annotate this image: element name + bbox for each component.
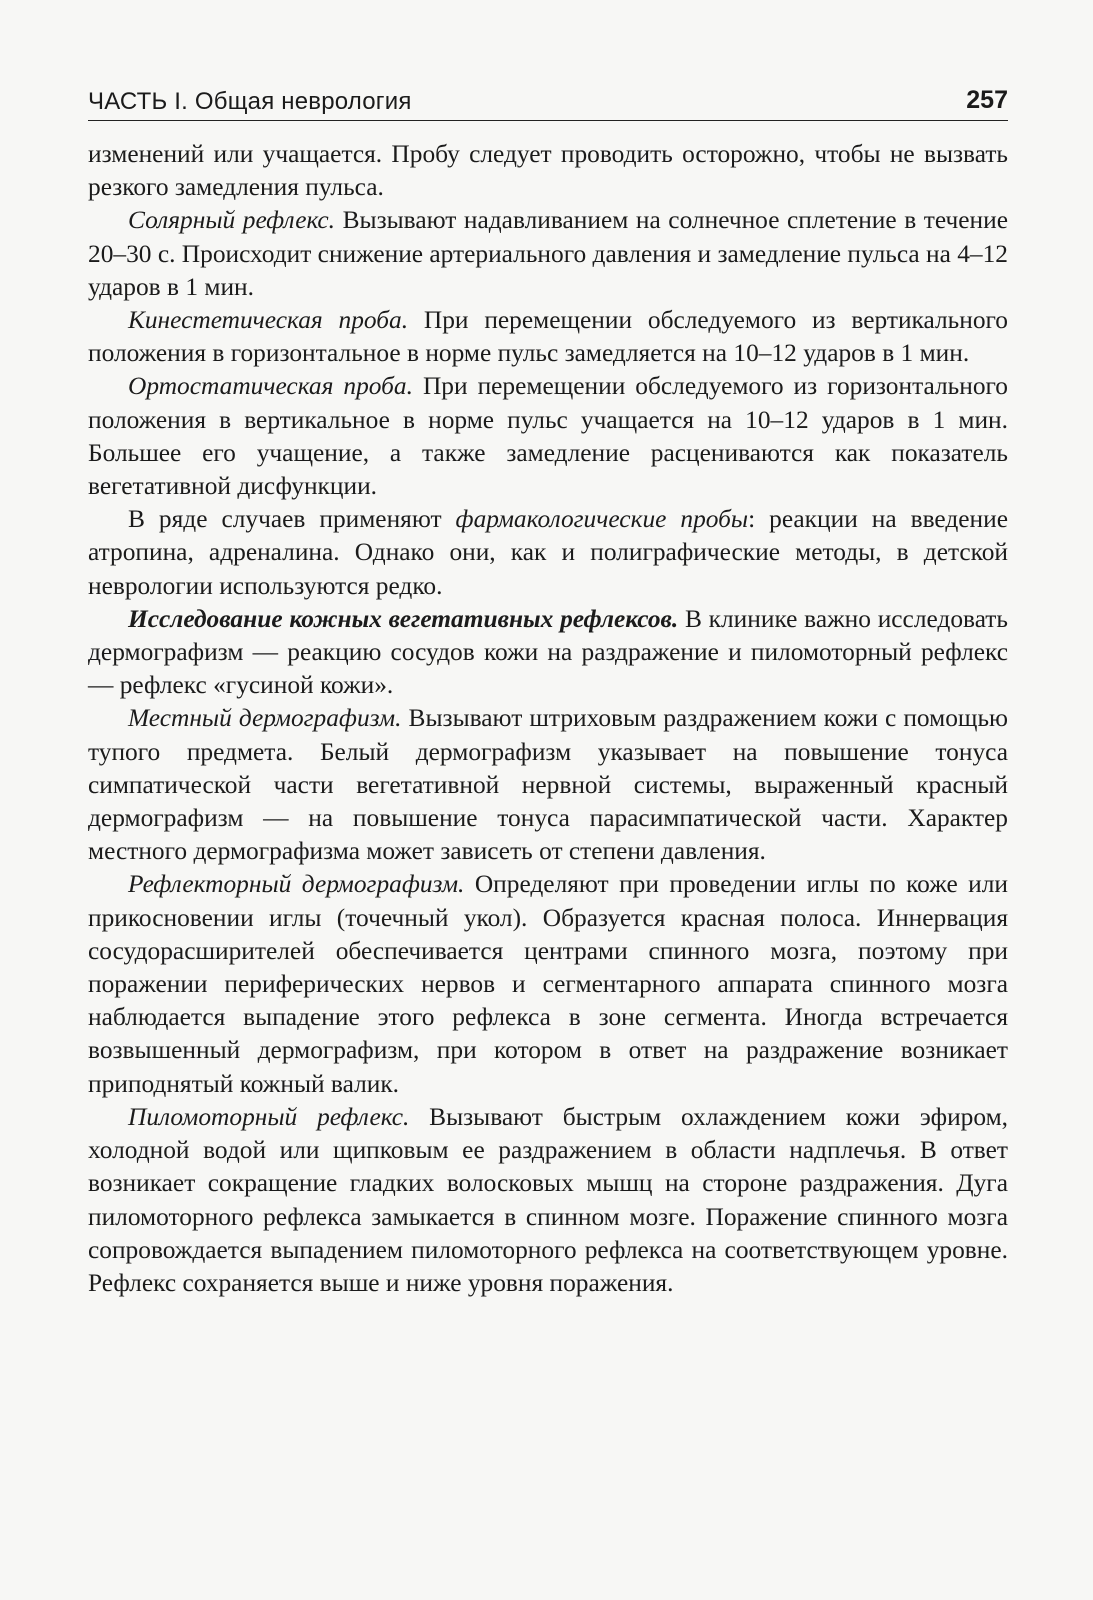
paragraph: [88, 868, 1008, 1100]
paragraph: [88, 603, 1008, 703]
paragraph-text: изменений или учащается. Пробу следует проводить осторожно, чтобы не вызвать резкого замедления пульса.: [88, 140, 1008, 202]
body-text: [88, 138, 1008, 1300]
italic-term: фармакологические пробы: [455, 505, 749, 534]
section-heading: Исследование кожных вегетативных рефлексов.: [128, 604, 679, 633]
paragraph: [88, 204, 1008, 304]
paragraph: [88, 503, 1008, 603]
paragraph-heading: Солярный рефлекс.: [128, 206, 336, 235]
section-title: ЧАСТЬ I. Общая неврология: [88, 88, 412, 115]
paragraph-text: При перемещении обследуемого из горизонтального положения в вертикальное в норме пульс учащается на 10–12 ударов в 1 мин. Большее его учащение, а также замедление расцениваются как показатель вегетативной дисфункции.: [88, 372, 1008, 501]
paragraph-heading: Пиломоторный рефлекс.: [128, 1102, 410, 1131]
paragraph-heading: Местный дермографизм.: [128, 704, 402, 733]
paragraph-text: Вызывают штриховым раздражением кожи с помощью тупого предмета. Белый дермографизм указывает на повышение тонуса симпатической части вегетативной нервной системы, выраженный красный дермографизм — на повышение тонуса парасимпатической части. Характер местного дермографизма может зависеть от степени давления.: [88, 704, 1008, 866]
paragraph: [88, 702, 1008, 868]
paragraph-text: Вызывают надавливанием на солнечное сплетение в течение 20–30 с. Происходит снижение артериального давления и замедление пульса на 4–12 ударов в 1 мин.: [88, 206, 1008, 301]
paragraph-text: Вызывают быстрым охлаждением кожи эфиром, холодной водой или щипковым ее раздражением в области надплечья. В ответ возникает сокращение гладких волосковых мышц на стороне раздражения. Дуга пиломоторного рефлекса замыкается в спинном мозге. Поражение спинного мозга сопровождается выпадением пиломоторного рефлекса на соответствующем уровне. Рефлекс сохраняется выше и ниже уровня поражения.: [88, 1102, 1008, 1297]
paragraph-heading: Ортостатическая проба.: [128, 372, 413, 401]
paragraph-heading: Рефлекторный дермографизм.: [128, 870, 465, 899]
paragraph: [88, 304, 1008, 370]
paragraph-text: В ряде случаев применяют: [128, 505, 456, 534]
paragraph: [88, 1101, 1008, 1300]
paragraph-text-tail: : реакции на введение атропина, адреналина. Однако они, как и полиграфические методы, в детской неврологии используются редко.: [88, 505, 1008, 600]
running-header: [88, 86, 1008, 121]
paragraph-text: В клинике важно исследовать дермографизм — реакцию сосудов кожи на раздражение и пиломоторный рефлекс — рефлекс «гусиной кожи».: [88, 604, 1008, 700]
paragraph-heading: Кинестетическая проба.: [128, 306, 409, 335]
paragraph: [88, 370, 1008, 503]
paragraph: [88, 138, 1008, 204]
page-number: 257: [966, 86, 1008, 114]
paragraph-text: При перемещении обследуемого из вертикального положения в горизонтальное в норме пульс замедляется на 10–12 ударов в 1 мин.: [88, 306, 1008, 368]
paragraph-text: Определяют при проведении иглы по коже или прикосновении иглы (точечный укол). Образуется красная полоса. Иннервация сосудорасширителей обеспечивается центрами спинного мозга, поэтому при поражении периферических нервов и сегментарного аппарата спинного мозга наблюдается выпадение этого рефлекса в зоне сегмента. Иногда встречается возвышенный дермографизм, при котором в ответ на раздражение возникает приподнятый кожный валик.: [88, 870, 1008, 1098]
